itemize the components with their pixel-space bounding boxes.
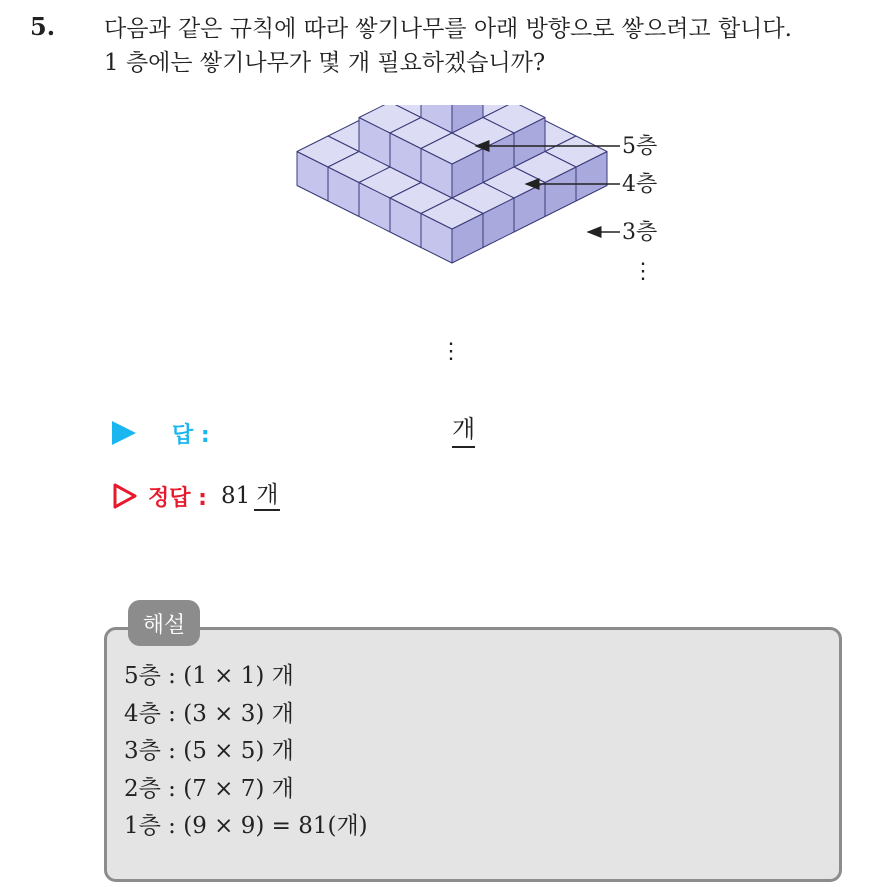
layer-3-pointer (588, 220, 657, 245)
question-text: 다음과 같은 규칙에 따라 쌓기나무를 아래 방향으로 쌓으려고 합니다. 1 층에는 쌓기나무가 몇 개 필요하겠습니까? (104, 16, 792, 76)
solution-title: 해설 (128, 600, 200, 646)
block-stack-svg (280, 105, 680, 375)
solution-line: 1층 : (9 × 9) = 81(개) (124, 813, 368, 839)
correct-answer-unit: 개 (254, 481, 280, 511)
solution-line: 3층 : (5 × 5) 개 (124, 738, 294, 764)
solution-lines (124, 658, 368, 846)
solution-line: 2층 : (7 × 7) 개 (124, 775, 294, 802)
answer-label: 답 : (172, 422, 210, 448)
solution-line: 5층 : (1 × 1) 개 (124, 663, 294, 689)
answer-unit: 개 (452, 414, 475, 448)
layer-4-label: 4층 (622, 172, 658, 197)
answer-row (112, 415, 210, 451)
layer-3-label: 3층 (622, 220, 658, 245)
block-stack-figure (280, 105, 680, 375)
outline-triangle-icon (112, 483, 138, 509)
layer-5-label: 5층 (622, 134, 658, 159)
solution-line: 4층 : (3 × 3) 개 (124, 700, 294, 727)
correct-answer-row (112, 476, 280, 516)
play-triangle-icon (112, 421, 136, 445)
correct-answer-label: 정답 : (148, 485, 207, 511)
continuation-dots-right: ⋮ (632, 259, 654, 284)
question-number: 5. (30, 12, 56, 41)
continuation-dots-bottom: ⋮ (440, 339, 462, 364)
correct-answer-value: 81 (220, 483, 251, 509)
